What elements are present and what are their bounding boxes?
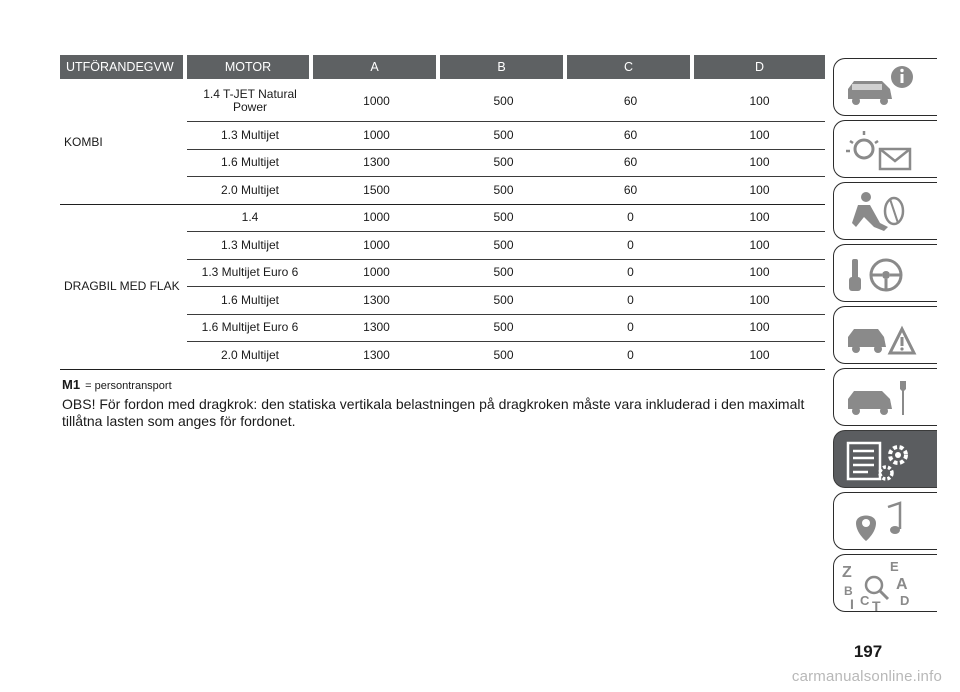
tab-car-info[interactable] (833, 58, 937, 116)
value-c: 0 (567, 260, 694, 288)
value-c: 0 (567, 205, 694, 233)
footnote (62, 377, 172, 392)
table-row (60, 81, 825, 122)
value-a: 1000 (313, 232, 440, 260)
technical-data-icon (834, 431, 938, 489)
value-a: 1000 (313, 260, 440, 288)
value-d: 100 (694, 81, 825, 122)
engine-cell: 2.0 Multijet (187, 177, 313, 205)
value-b: 500 (440, 122, 567, 150)
value-d: 100 (694, 232, 825, 260)
tab-maintenance[interactable] (833, 368, 937, 426)
table-row (60, 205, 825, 233)
tab-safety[interactable] (833, 182, 937, 240)
engine-cell: 1.3 Multijet (187, 122, 313, 150)
value-d: 100 (694, 342, 825, 370)
engine-cell: 1.3 Multijet Euro 6 (187, 260, 313, 288)
value-a: 1300 (313, 287, 440, 315)
footnote-key: M1 (62, 377, 81, 392)
warning-light-message-icon (834, 121, 938, 179)
airbag-seat-icon (834, 183, 938, 241)
table-header-row (60, 55, 825, 81)
header-c: C (567, 55, 694, 81)
svg-text:E: E (890, 559, 899, 574)
key-steering-wheel-icon (834, 245, 938, 303)
svg-text:I: I (850, 596, 854, 612)
value-d: 100 (694, 177, 825, 205)
value-b: 500 (440, 342, 567, 370)
value-d: 100 (694, 315, 825, 343)
engine-cell: 1.6 Multijet Euro 6 (187, 315, 313, 343)
page-number: 197 (853, 642, 883, 661)
tab-starting-driving[interactable] (833, 244, 937, 302)
technical-data-table (60, 55, 825, 370)
value-c: 0 (567, 232, 694, 260)
value-a: 1000 (313, 81, 440, 122)
value-c: 60 (567, 81, 694, 122)
note-paragraph: OBS! För fordon med dragkrok: den statiska vertikala belastningen på dragkroken måste vara inkluderad i den maximalt tillåtna lasten som anges för fordonet. (62, 396, 805, 429)
svg-text:C: C (860, 593, 870, 608)
value-c: 0 (567, 315, 694, 343)
group-label-kombi: KOMBI (60, 81, 187, 205)
value-d: 100 (694, 287, 825, 315)
header-engine: MOTOR (187, 55, 313, 81)
engine-cell: 1.6 Multijet (187, 150, 313, 178)
engine-cell: 1.6 Multijet (187, 287, 313, 315)
value-c: 0 (567, 287, 694, 315)
value-b: 500 (440, 287, 567, 315)
value-c: 60 (567, 150, 694, 178)
value-a: 1000 (313, 205, 440, 233)
engine-cell: 1.3 Multijet (187, 232, 313, 260)
svg-text:D: D (900, 593, 910, 608)
value-b: 500 (440, 205, 567, 233)
tab-emergency[interactable] (833, 306, 937, 364)
header-version: UTFÖRANDEGVW (60, 55, 187, 81)
watermark: carmanualsonline.info (791, 668, 942, 685)
value-c: 60 (567, 122, 694, 150)
value-b: 500 (440, 150, 567, 178)
value-c: 60 (567, 177, 694, 205)
svg-text:Z: Z (842, 564, 852, 581)
header-b: B (440, 55, 567, 81)
svg-text:A: A (896, 576, 908, 593)
value-d: 100 (694, 205, 825, 233)
tab-technical-data[interactable] (833, 430, 937, 488)
car-maintenance-icon (834, 369, 938, 427)
value-b: 500 (440, 232, 567, 260)
value-d: 100 (694, 122, 825, 150)
header-d: D (694, 55, 825, 81)
footnote-text: = persontransport (82, 380, 172, 392)
value-a: 1000 (313, 122, 440, 150)
value-a: 1300 (313, 315, 440, 343)
svg-text:T: T (872, 598, 881, 613)
multimedia-icon (834, 493, 938, 551)
engine-cell: 1.4 T-JET Natural Power (187, 81, 313, 122)
value-b: 500 (440, 315, 567, 343)
value-b: 500 (440, 81, 567, 122)
alphabetical-index-icon (834, 555, 938, 613)
value-d: 100 (694, 150, 825, 178)
value-b: 500 (440, 177, 567, 205)
engine-cell: 1.4 (187, 205, 313, 233)
car-breakdown-icon (834, 307, 938, 365)
value-a: 1500 (313, 177, 440, 205)
value-b: 500 (440, 260, 567, 288)
tab-index[interactable] (833, 554, 937, 612)
engine-cell: 2.0 Multijet (187, 342, 313, 370)
value-c: 0 (567, 342, 694, 370)
value-d: 100 (694, 260, 825, 288)
value-a: 1300 (313, 342, 440, 370)
car-info-icon (834, 59, 938, 117)
value-a: 1300 (313, 150, 440, 178)
header-a: A (313, 55, 440, 81)
tab-warning-lights[interactable] (833, 120, 937, 178)
svg-text:B: B (844, 584, 853, 598)
group-label-dragbil: DRAGBIL MED FLAK (60, 205, 187, 370)
tab-multimedia[interactable] (833, 492, 937, 550)
